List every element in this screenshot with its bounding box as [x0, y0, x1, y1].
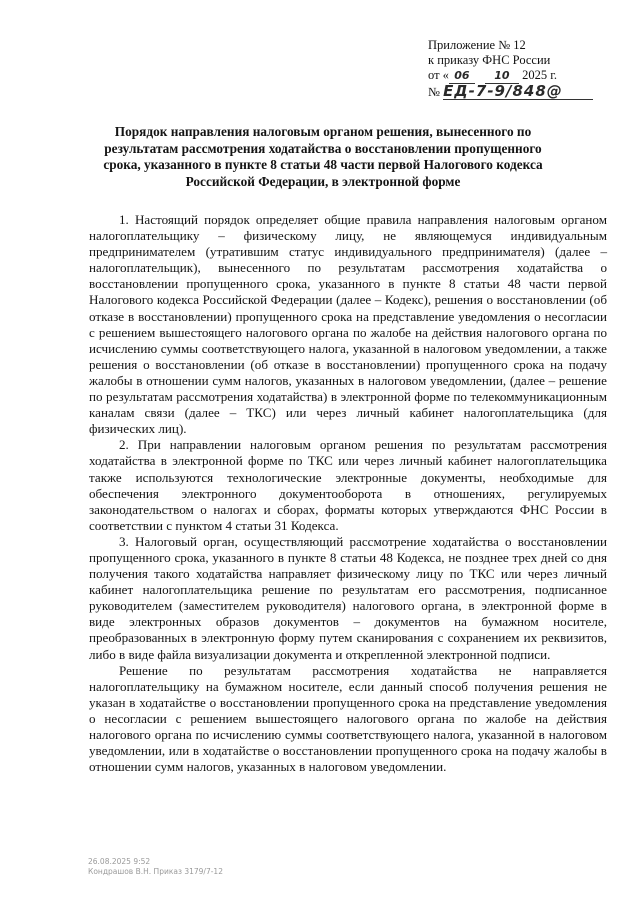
- appendix-order-ref: к приказу ФНС России: [428, 53, 551, 67]
- handwritten-month: 10: [485, 68, 519, 84]
- paragraph-4: Решение по результатам рассмотрения ходатайства не направляется налогоплательщику на бумажном носителе, если данный способ получения решения не указан в ходатайстве о восстановлении пропущенного срока на представление уведомления о несогласии с решением вышестоящего налогового органа по жалобе на действия налогового органа по исчислению суммы соответствующего налога, указанной в налоговом уведомлении, или в ходатайстве о восстановлении пропущенного срока на подачу жалобы в отношении сумм налогов, указанных в налоговом уведомлении.: [89, 662, 607, 775]
- paragraph-2: 2. При направлении налоговым органом решения по результатам рассмотрения ходатайства в электронной форме по ТКС или через личный кабинет налогоплательщика также используются технологические электронные документы, необходимые для обеспечения электронного документооборота в отношениях, регулируемых законодательством о налогах и сборах, форматы которых утверждаются ФНС России в соответствии с пунктом 4 статьи 31 Кодекса.: [89, 437, 607, 533]
- date-year: 2025 г.: [522, 68, 558, 82]
- stamp-author: Кондрашов В.Н. Приказ 3179/7-12: [88, 867, 223, 876]
- handwritten-day: 06: [449, 68, 475, 84]
- system-stamp: [88, 857, 288, 877]
- date-prefix: от «: [428, 68, 449, 82]
- appendix-number-line: [428, 84, 618, 100]
- number-prefix: №: [428, 85, 440, 99]
- paragraph-3: 3. Налоговый орган, осуществляющий рассмотрение ходатайства о восстановлении пропущенного срока, указанного в пункте 8 статьи 48 Кодекса, не позднее трех дней со дня получения такого ходатайства направляет физическому лицу по ТКС или через личный кабинет налогоплательщика решение по результатам его рассмотрения, подписанное руководителем (заместителем руководителя) налогового органа, в электронной форме в виде электронных образов документов – документов на бумажном носителе, преобразованных в электронную форму путем сканирования с сохранением их реквизитов, либо в виде файла визуализации документа и открепленной электронной подписи.: [89, 533, 607, 662]
- stamp-timestamp: 26.08.2025 9:52: [88, 857, 151, 866]
- paragraph-1: 1. Настоящий порядок определяет общие правила направления налоговым органом налогоплательщику – физическому лицу, не являющемуся индивидуальным предпринимателем (утратившим статус индивидуального предпринимателя) (далее – налогоплательщик), вынесенного по результатам рассмотрения ходатайства о восстановлении пропущенного срока, указанного в пункте 8 статьи 48 части первой Налогового кодекса Российской Федерации (далее – Кодекс), решения о восстановлении (об отказе в восстановлении) пропущенного срока на представление уведомления о несогласии с решением вышестоящего налогового органа по жалобе на действия налогового органа по исчислению суммы соответствующего налога, указанной в налоговом уведомлении, а также решения о восстановлении (об отказе в восстановлении) пропущенного срока на подачу жалобы в отношении сумм налогов, указанных в налоговом уведомлении, (далее – решение по результатам рассмотрения ходатайства) в электронной форме по телекоммуникационным каналам связи (далее – ТКС) или через личный кабинет налогоплательщика (для физических лиц).: [89, 212, 607, 437]
- appendix-title: Приложение № 12: [428, 38, 526, 52]
- handwritten-order-number: ЕД-7-9/848@: [443, 84, 593, 100]
- appendix-block: [428, 38, 618, 100]
- document-title: Порядок направления налоговым органом решения, вынесенного по результатам рассмотрения ходатайства о восстановлении пропущенного срока, указанного в пункте 8 статьи 48 части первой Налогового кодекса Российской Федерации, в электронной форме: [103, 124, 543, 189]
- document-body: [89, 212, 607, 775]
